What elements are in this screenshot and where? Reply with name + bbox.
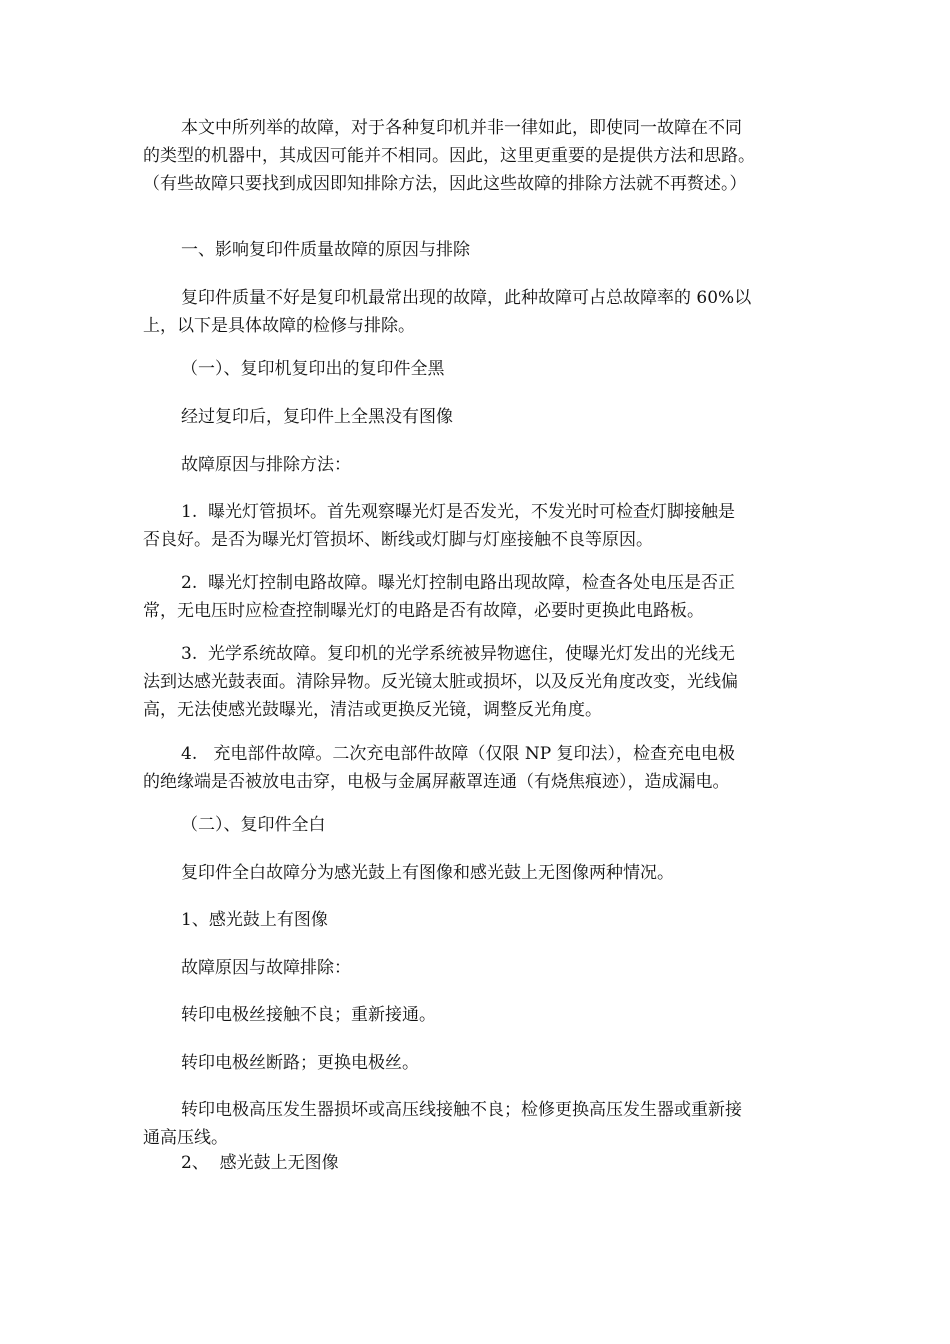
item-1-line-2: 否良好。是否为曝光灯管损坏、断线或灯脚与灯座接触不良等原因。 bbox=[143, 530, 653, 550]
subsection-1-heading: （一）、复印机复印出的复印件全黑 bbox=[181, 359, 445, 379]
item-1-line-1: 1. 曝光灯管损坏。首先观察曝光灯是否发光，不发光时可检查灯脚接触是 bbox=[181, 502, 736, 522]
section-1-body-line-2: 上，以下是具体故障的检修与排除。 bbox=[143, 316, 415, 336]
subsection-2-case-1: 1、感光鼓上有图像 bbox=[181, 910, 328, 930]
item-2-line-1: 2. 曝光灯控制电路故障。曝光灯控制电路出现故障，检查各处电压是否正 bbox=[181, 573, 736, 593]
subsection-2-cause-3-line-2: 通高压线。 bbox=[143, 1128, 228, 1148]
item-4-line-1: 4. 充电部件故障。二次充电部件故障（仅限 NP 复印法），检查充电电极 bbox=[181, 744, 736, 764]
subsection-2-method-label: 故障原因与故障排除： bbox=[181, 958, 351, 978]
item-3-line-3: 高，无法使感光鼓曝光，清洁或更换反光镜，调整反光角度。 bbox=[143, 700, 602, 720]
subsection-2-description: 复印件全白故障分为感光鼓上有图像和感光鼓上无图像两种情况。 bbox=[181, 863, 674, 883]
item-3-line-2: 法到达感光鼓表面。清除异物。反光镜太脏或损坏，以及反光角度改变，光线偏 bbox=[143, 672, 738, 692]
intro-line-1: 本文中所列举的故障，对于各种复印机并非一律如此，即使同一故障在不同 bbox=[181, 118, 742, 138]
section-1-body-line-1: 复印件质量不好是复印机最常出现的故障，此种故障可占总故障率的 60%以 bbox=[181, 288, 752, 308]
subsection-1-method-label: 故障原因与排除方法： bbox=[181, 455, 351, 475]
item-2-line-2: 常，无电压时应检查控制曝光灯的电路是否有故障，必要时更换此电路板。 bbox=[143, 601, 704, 621]
subsection-2-cause-3-line-1: 转印电极高压发生器损坏或高压线接触不良；检修更换高压发生器或重新接 bbox=[181, 1100, 742, 1120]
subsection-1-description: 经过复印后，复印件上全黑没有图像 bbox=[181, 407, 453, 427]
intro-line-2: 的类型的机器中，其成因可能并不相同。因此，这里更重要的是提供方法和思路。 bbox=[143, 146, 755, 166]
subsection-2-case-2: 2、 感光鼓上无图像 bbox=[181, 1153, 339, 1173]
subsection-2-cause-1: 转印电极丝接触不良；重新接通。 bbox=[181, 1005, 436, 1025]
section-1-heading: 一、影响复印件质量故障的原因与排除 bbox=[181, 240, 470, 260]
item-3-line-1: 3. 光学系统故障。复印机的光学系统被异物遮住，使曝光灯发出的光线无 bbox=[181, 644, 736, 664]
item-4-line-2: 的绝缘端是否被放电击穿，电极与金属屏蔽罩连通（有烧焦痕迹），造成漏电。 bbox=[143, 772, 730, 792]
subsection-2-heading: （二）、复印件全白 bbox=[181, 815, 326, 835]
intro-line-3: （有些故障只要找到成因即知排除方法，因此这些故障的排除方法就不再赘述。） bbox=[143, 174, 747, 194]
subsection-2-cause-2: 转印电极丝断路；更换电极丝。 bbox=[181, 1053, 419, 1073]
